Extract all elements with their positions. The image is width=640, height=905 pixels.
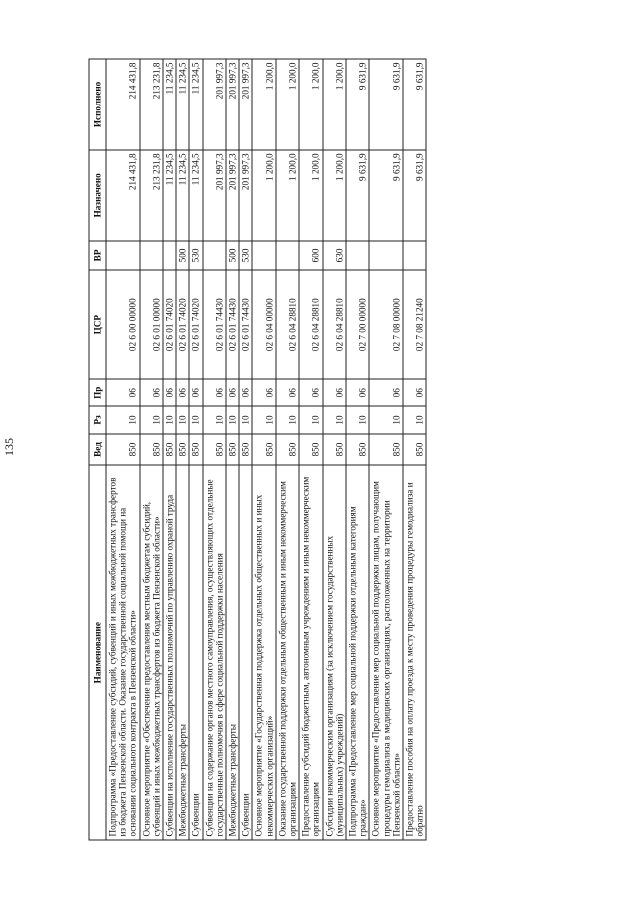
cell-rz: 10 bbox=[322, 406, 345, 433]
cell-rz: 10 bbox=[163, 406, 176, 433]
cell-pr: 06 bbox=[403, 379, 426, 406]
cell-ved: 850 bbox=[299, 433, 322, 465]
cell-pr: 06 bbox=[299, 379, 322, 406]
cell-assigned: 1 200,0 bbox=[275, 149, 298, 240]
table-row bbox=[403, 59, 426, 840]
cell-pr: 06 bbox=[139, 379, 162, 406]
cell-pr: 06 bbox=[369, 379, 403, 406]
header-vr: ВР bbox=[89, 240, 106, 270]
cell-rz: 10 bbox=[369, 406, 403, 433]
cell-rz: 10 bbox=[239, 406, 252, 433]
page-number: 135 bbox=[2, 438, 16, 456]
cell-name: Субсидии некоммерческим организациям (за исключением государственных (муниципальных) учреждений) bbox=[322, 465, 345, 840]
cell-vr: 530 bbox=[239, 240, 252, 270]
table-row bbox=[252, 59, 275, 840]
cell-ved: 850 bbox=[106, 433, 140, 465]
cell-csr: 02 7 00 00000 bbox=[346, 270, 369, 379]
cell-csr: 02 6 00 00000 bbox=[106, 270, 140, 379]
cell-name: Субвенции на исполнение государственных полномочий по управлению охраной труда bbox=[163, 465, 176, 840]
cell-pr: 06 bbox=[202, 379, 225, 406]
table-row bbox=[176, 59, 189, 840]
cell-csr: 02 6 01 74020 bbox=[176, 270, 189, 379]
cell-ved: 850 bbox=[202, 433, 225, 465]
cell-assigned: 1 200,0 bbox=[252, 149, 275, 240]
cell-assigned: 214 431,8 bbox=[106, 149, 140, 240]
cell-vr: 630 bbox=[322, 240, 345, 270]
header-csr: ЦСР bbox=[89, 270, 106, 379]
cell-csr: 02 6 01 00000 bbox=[139, 270, 162, 379]
cell-vr bbox=[252, 240, 275, 270]
header-name: Наименование bbox=[89, 465, 106, 840]
cell-rz: 10 bbox=[176, 406, 189, 433]
cell-executed: 1 200,0 bbox=[275, 59, 298, 150]
cell-vr bbox=[139, 240, 162, 270]
cell-csr: 02 6 01 74430 bbox=[226, 270, 239, 379]
cell-name: Межбюджетные трансферты bbox=[226, 465, 239, 840]
cell-executed: 1 200,0 bbox=[322, 59, 345, 150]
cell-ved: 850 bbox=[139, 433, 162, 465]
cell-ved: 850 bbox=[275, 433, 298, 465]
cell-csr: 02 6 04 28810 bbox=[275, 270, 298, 379]
cell-name: Подпрограмма «Предоставление мер социальной поддержки отдельным категориям граждан» bbox=[346, 465, 369, 840]
cell-rz: 10 bbox=[226, 406, 239, 433]
cell-csr: 02 6 04 00000 bbox=[252, 270, 275, 379]
cell-vr bbox=[369, 240, 403, 270]
table-row bbox=[322, 59, 345, 840]
cell-pr: 06 bbox=[106, 379, 140, 406]
table-header-row bbox=[89, 59, 106, 840]
cell-csr: 02 6 01 74430 bbox=[239, 270, 252, 379]
cell-rz: 10 bbox=[299, 406, 322, 433]
table-row bbox=[346, 59, 369, 840]
cell-csr: 02 7 08 21240 bbox=[403, 270, 426, 379]
table-row bbox=[189, 59, 202, 840]
cell-pr: 06 bbox=[275, 379, 298, 406]
cell-name: Основное мероприятие «Предоставление мер социальной поддержки лицам, получающим процедуры гемодиализа в медицинских организациях, расположенных на территории Пензенской области» bbox=[369, 465, 403, 840]
cell-pr: 06 bbox=[322, 379, 345, 406]
cell-name: Субвенции bbox=[239, 465, 252, 840]
cell-pr: 06 bbox=[189, 379, 202, 406]
cell-ved: 850 bbox=[176, 433, 189, 465]
cell-rz: 10 bbox=[189, 406, 202, 433]
cell-rz: 10 bbox=[346, 406, 369, 433]
cell-vr: 500 bbox=[226, 240, 239, 270]
budget-table bbox=[88, 58, 426, 840]
header-executed: Исполнено bbox=[89, 59, 106, 150]
cell-csr: 02 7 08 00000 bbox=[369, 270, 403, 379]
cell-name: Подпрограмма «Предоставление субсидий, субвенций и иных межбюджетных трансфертов из бюджета Пензенской области. Оказание государственной социальной помощи на основании социального контракта в Пензенской области» bbox=[106, 465, 140, 840]
cell-name: Основное мероприятие «Государственная поддержка отдельных общественных и иных некоммерческих организаций» bbox=[252, 465, 275, 840]
cell-executed: 11 234,5 bbox=[176, 59, 189, 150]
cell-ved: 850 bbox=[369, 433, 403, 465]
cell-executed: 201 997,3 bbox=[239, 59, 252, 150]
table-row bbox=[106, 59, 140, 840]
cell-rz: 10 bbox=[139, 406, 162, 433]
table-row bbox=[369, 59, 403, 840]
cell-vr bbox=[346, 240, 369, 270]
table-row bbox=[275, 59, 298, 840]
cell-rz: 10 bbox=[106, 406, 140, 433]
cell-ved: 850 bbox=[403, 433, 426, 465]
cell-name: Предоставление пособия на оплату проезда к месту проведения процедуры гемодиализа и обратно bbox=[403, 465, 426, 840]
cell-rz: 10 bbox=[275, 406, 298, 433]
cell-name: Предоставление субсидий бюджетным, автономным учреждениям и иным некоммерческим организациям bbox=[299, 465, 322, 840]
header-assigned: Назначено bbox=[89, 149, 106, 240]
cell-assigned: 1 200,0 bbox=[322, 149, 345, 240]
cell-executed: 9 631,9 bbox=[403, 59, 426, 150]
table-row bbox=[202, 59, 225, 840]
cell-executed: 9 631,9 bbox=[369, 59, 403, 150]
cell-assigned: 201 997,3 bbox=[202, 149, 225, 240]
cell-assigned: 201 997,3 bbox=[226, 149, 239, 240]
cell-name: Субвенции bbox=[189, 465, 202, 840]
cell-rz: 10 bbox=[403, 406, 426, 433]
cell-assigned: 1 200,0 bbox=[299, 149, 322, 240]
cell-executed: 11 234,5 bbox=[189, 59, 202, 150]
cell-pr: 06 bbox=[226, 379, 239, 406]
table-page bbox=[88, 58, 543, 840]
table-row bbox=[163, 59, 176, 840]
cell-assigned: 201 997,3 bbox=[239, 149, 252, 240]
rotated-table-container bbox=[88, 58, 543, 840]
cell-name: Межбюджетные трансферты bbox=[176, 465, 189, 840]
cell-executed: 214 431,8 bbox=[106, 59, 140, 150]
cell-name: Субвенции на содержание органов местного самоуправления, осуществляющих отдельные государственные полномочия в сфере социальной поддержки населения bbox=[202, 465, 225, 840]
cell-vr bbox=[202, 240, 225, 270]
cell-ved: 850 bbox=[322, 433, 345, 465]
cell-vr: 530 bbox=[189, 240, 202, 270]
cell-vr bbox=[403, 240, 426, 270]
cell-assigned: 11 234,5 bbox=[163, 149, 176, 240]
cell-vr: 500 bbox=[176, 240, 189, 270]
cell-executed: 1 200,0 bbox=[299, 59, 322, 150]
cell-vr: 600 bbox=[299, 240, 322, 270]
cell-name: Оказание государственной поддержки отдельным общественным и иным некоммерческим организациям bbox=[275, 465, 298, 840]
cell-assigned: 9 631,9 bbox=[403, 149, 426, 240]
cell-ved: 850 bbox=[346, 433, 369, 465]
cell-csr: 02 6 04 28810 bbox=[299, 270, 322, 379]
cell-assigned: 213 231,8 bbox=[139, 149, 162, 240]
cell-csr: 02 6 01 74020 bbox=[189, 270, 202, 379]
cell-ved: 850 bbox=[226, 433, 239, 465]
cell-assigned: 11 234,5 bbox=[189, 149, 202, 240]
cell-executed: 201 997,3 bbox=[226, 59, 239, 150]
cell-executed: 201 997,3 bbox=[202, 59, 225, 150]
cell-ved: 850 bbox=[189, 433, 202, 465]
cell-executed: 9 631,9 bbox=[346, 59, 369, 150]
cell-assigned: 11 234,5 bbox=[176, 149, 189, 240]
header-ved: Вед bbox=[89, 433, 106, 465]
cell-executed: 213 231,8 bbox=[139, 59, 162, 150]
cell-executed: 11 234,5 bbox=[163, 59, 176, 150]
cell-rz: 10 bbox=[202, 406, 225, 433]
cell-vr bbox=[275, 240, 298, 270]
cell-pr: 06 bbox=[239, 379, 252, 406]
header-rz: Рз bbox=[89, 406, 106, 433]
cell-csr: 02 6 01 74430 bbox=[202, 270, 225, 379]
cell-vr bbox=[106, 240, 140, 270]
cell-vr bbox=[163, 240, 176, 270]
header-pr: Пр bbox=[89, 379, 106, 406]
cell-assigned: 9 631,9 bbox=[346, 149, 369, 240]
table-row bbox=[299, 59, 322, 840]
cell-ved: 850 bbox=[252, 433, 275, 465]
table-row bbox=[139, 59, 162, 840]
cell-pr: 06 bbox=[346, 379, 369, 406]
cell-rz: 10 bbox=[252, 406, 275, 433]
cell-csr: 02 6 01 74020 bbox=[163, 270, 176, 379]
cell-ved: 850 bbox=[163, 433, 176, 465]
cell-name: Основное мероприятие «Обеспечение предоставления местным бюджетам субсидий, субвенций и иных межбюджетных трансфертов из бюджета Пензенской области» bbox=[139, 465, 162, 840]
table-row bbox=[239, 59, 252, 840]
cell-pr: 06 bbox=[163, 379, 176, 406]
cell-ved: 850 bbox=[239, 433, 252, 465]
cell-assigned: 9 631,9 bbox=[369, 149, 403, 240]
cell-executed: 1 200,0 bbox=[252, 59, 275, 150]
cell-csr: 02 6 04 28810 bbox=[322, 270, 345, 379]
cell-pr: 06 bbox=[252, 379, 275, 406]
table-row bbox=[226, 59, 239, 840]
cell-pr: 06 bbox=[176, 379, 189, 406]
